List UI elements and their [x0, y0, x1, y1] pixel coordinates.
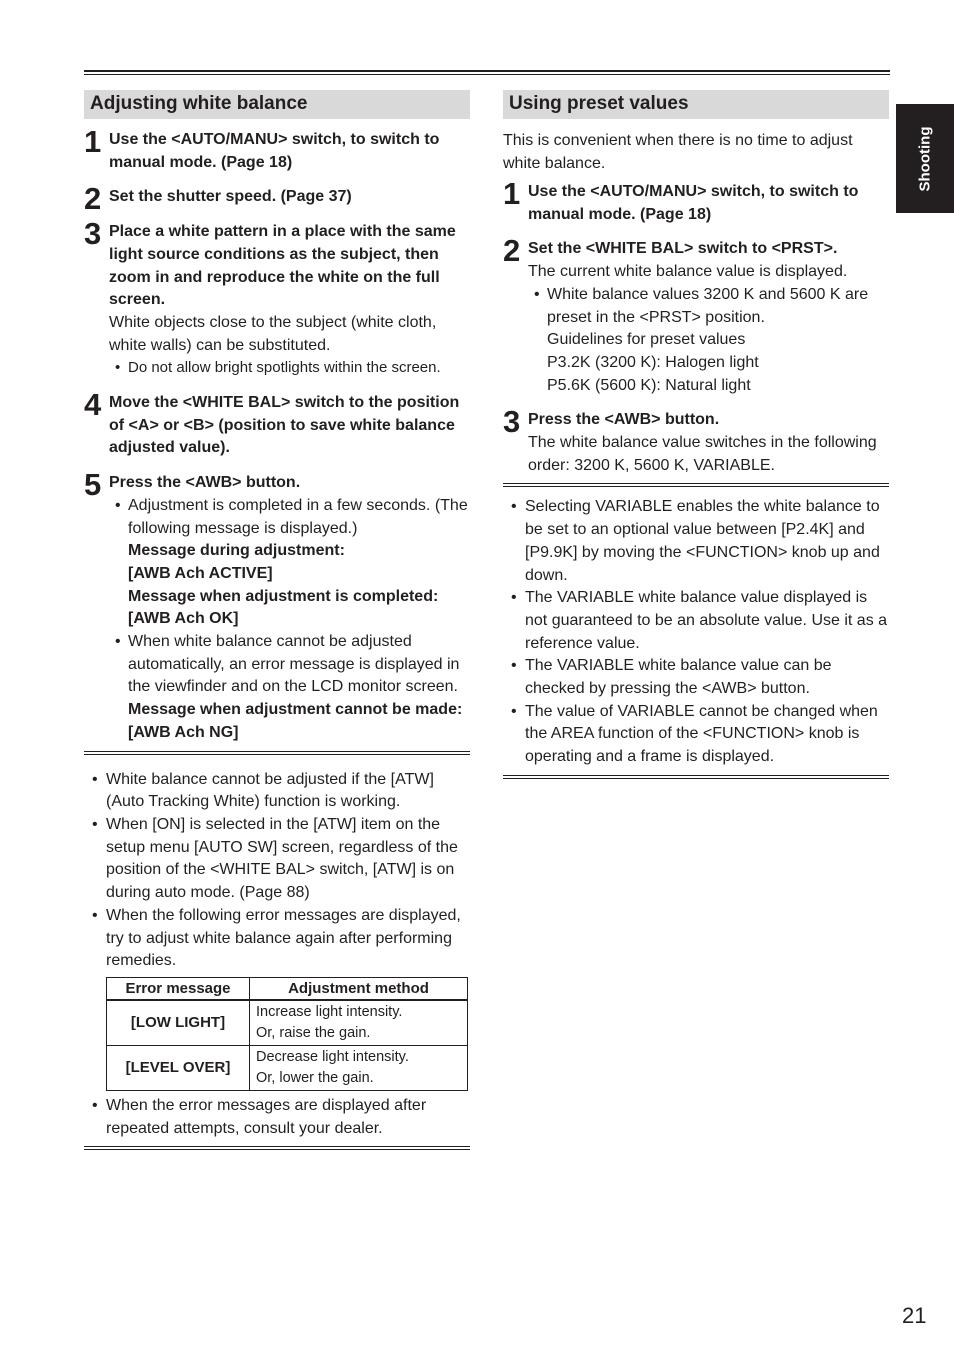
top-rule	[84, 70, 890, 72]
notes-list	[84, 755, 470, 1141]
note-item: • White balance cannot be adjusted if the [ATW] (Auto Tracking White) function is working.	[90, 769, 470, 814]
step-body: The current white balance value is displayed.	[528, 263, 848, 281]
note-item: • The value of VARIABLE cannot be changed when the AREA function of the <FUNCTION> knob is operating and a frame is displayed.	[509, 701, 889, 769]
note-item: • Selecting VARIABLE enables the white balance to be set to an optional value between [P2.4K] and [P9.9K] by moving the <FUNCTION> knob up and down.	[509, 496, 889, 587]
message-value: [AWB Ach NG]	[128, 723, 239, 741]
note-item: • When the error messages are displayed after repeated attempts, consult your dealer.	[90, 1095, 470, 1140]
guideline-line: P3.2K (3200 K): Halogen light	[547, 353, 759, 371]
error-table	[106, 977, 468, 1091]
right-column	[503, 90, 889, 779]
section-rule	[84, 1146, 470, 1150]
note-item: • When the following error messages are displayed, try to adjust white balance again after performing remedies.	[90, 905, 470, 973]
section-rule	[503, 775, 889, 779]
adjustment-method-cell	[250, 1045, 468, 1090]
section-title-adjusting-white-balance: Adjusting white balance	[84, 90, 470, 119]
step-number: 5	[84, 467, 102, 503]
step-body: The white balance value switches in the following order: 3200 K, 5600 K, VARIABLE.	[528, 434, 877, 474]
step-1	[503, 176, 889, 226]
note-item: • When [ON] is selected in the [ATW] item on the setup menu [AUTO SW] screen, regardless of the position of the <WHITE BAL> switch, [ATW] is on during auto mode. (Page 88)	[90, 814, 470, 905]
table-row	[107, 1045, 468, 1090]
guideline-line: P5.6K (5600 K): Natural light	[547, 376, 751, 394]
step-heading: Press the <AWB> button.	[528, 411, 720, 429]
error-message-cell: [LOW LIGHT]	[107, 1000, 250, 1046]
method-line: Increase light intensity.	[256, 1003, 403, 1020]
step-number: 3	[84, 216, 102, 252]
step-heading: Place a white pattern in a place with the same light source conditions as the subject, then zoom in and reproduce the white on the full screen.	[109, 223, 456, 309]
message-label: Message during adjustment:	[128, 542, 345, 560]
chapter-tab	[896, 104, 954, 213]
step-number: 2	[503, 233, 521, 269]
method-line: Decrease light intensity.	[256, 1048, 409, 1065]
section-title-using-preset-values: Using preset values	[503, 90, 889, 119]
step-heading: Move the <WHITE BAL> switch to the position of <A> or <B> (position to save white balance adjusted value).	[109, 394, 460, 457]
step-bullet	[109, 495, 470, 631]
step-number: 1	[84, 124, 102, 159]
step-body: White objects close to the subject (white cloth, white walls) can be substituted.	[109, 313, 437, 354]
step-5	[84, 467, 470, 744]
intro-text: This is convenient when there is no time to adjust white balance.	[503, 132, 853, 172]
bullet-text: • When white balance cannot be adjusted automatically, an error message is displayed in the viewfinder and on the LCD monitor screen.	[128, 633, 460, 696]
step-2	[503, 233, 889, 397]
step-number: 1	[503, 176, 521, 211]
left-column	[84, 90, 470, 1150]
column-header: Error message	[107, 977, 250, 1000]
chapter-tab-label: Shooting	[916, 126, 934, 191]
step-number: 4	[84, 387, 102, 423]
bullet-text: • Adjustment is completed in a few seconds. (The following message is displayed.)	[128, 496, 468, 537]
notes-list	[503, 487, 889, 768]
step-1	[84, 124, 470, 174]
step-3	[84, 216, 470, 380]
step-bullet	[528, 284, 889, 398]
step-heading: Press the <AWB> button.	[109, 474, 301, 492]
adjustment-method-cell	[250, 1000, 468, 1046]
step-heading: Set the <WHITE BAL> switch to <PRST>.	[528, 240, 838, 258]
step-heading: Set the shutter speed. (Page 37)	[109, 188, 352, 206]
page-number: 21	[902, 1303, 927, 1328]
column-header: Adjustment method	[250, 977, 468, 1000]
step-bullet: • Do not allow bright spotlights within the screen.	[109, 357, 470, 380]
step-number: 3	[503, 404, 521, 440]
error-message-cell: [LEVEL OVER]	[107, 1045, 250, 1090]
step-4	[84, 387, 470, 460]
table-row	[107, 1000, 468, 1046]
guideline-line: Guidelines for preset values	[547, 331, 746, 349]
step-number: 2	[84, 181, 102, 217]
method-line: Or, lower the gain.	[256, 1069, 374, 1086]
bullet-text: • White balance values 3200 K and 5600 K are preset in the <PRST> position.	[547, 285, 869, 326]
method-line: Or, raise the gain.	[256, 1024, 371, 1041]
note-item: • The VARIABLE white balance value displayed is not guaranteed to be an absolute value. Use it as a reference value.	[509, 587, 889, 655]
message-label: Message when adjustment cannot be made:	[128, 701, 463, 719]
step-3	[503, 404, 889, 477]
message-value: [AWB Ach ACTIVE]	[128, 564, 273, 582]
message-label: Message when adjustment is completed:	[128, 587, 439, 605]
step-bullet	[109, 631, 470, 745]
step-2	[84, 181, 470, 217]
step-heading: Use the <AUTO/MANU> switch, to switch to manual mode. (Page 18)	[528, 183, 859, 223]
note-item: • The VARIABLE white balance value can be checked by pressing the <AWB> button.	[509, 655, 889, 700]
message-value: [AWB Ach OK]	[128, 610, 239, 628]
step-heading: Use the <AUTO/MANU> switch, to switch to manual mode. (Page 18)	[109, 131, 440, 171]
top-rule-thin	[84, 74, 890, 75]
